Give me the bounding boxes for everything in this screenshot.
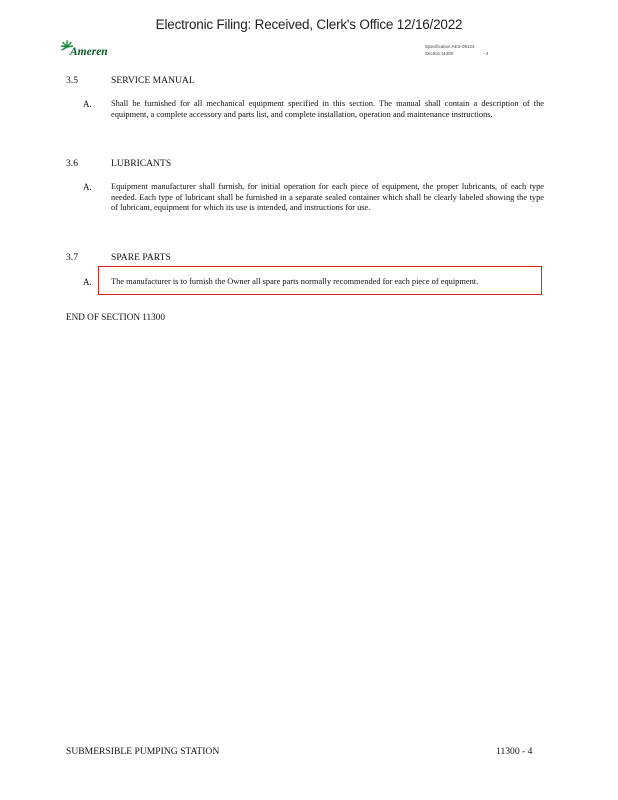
electronic-filing-stamp: Electronic Filing: Received, Clerk's Office 12/16/2022 xyxy=(155,17,463,32)
spec-page-ref: - 4 xyxy=(483,51,489,56)
section-number: 3.6 xyxy=(66,158,78,169)
spec-number: Specification AES-09123 xyxy=(425,44,475,49)
section-paragraph: Equipment manufacturer shall furnish, for initial operation for each piece of equipment, the proper lubricants, of each type needed. Each type of lubricant shall be furnished in a separate sealed container which shall be clearly labeled showing the type of lubricant, equipment for which its use is intended, and instructions for use. xyxy=(111,182,544,212)
section-number: 3.5 xyxy=(66,75,78,86)
section-paragraph: Shall be furnished for all mechanical equipment specified in this section. The manual shall contain a description of the equipment, a complete accessory and parts list, and complete installation, operation and maintenance instructions. xyxy=(111,99,544,119)
footer-title: SUBMERSIBLE PUMPING STATION xyxy=(66,746,220,757)
section-number: 3.7 xyxy=(66,252,78,263)
section-title: SERVICE MANUAL xyxy=(111,75,195,86)
item-letter: A. xyxy=(83,99,92,109)
company-logo xyxy=(60,40,120,62)
spec-section: Section 11300 xyxy=(425,51,454,56)
section-title: LUBRICANTS xyxy=(111,158,172,169)
section-title: SPARE PARTS xyxy=(111,252,171,263)
logo-wordmark: Ameren xyxy=(70,46,108,58)
item-letter: A. xyxy=(83,277,92,287)
footer-page-number: 11300 - 4 xyxy=(496,746,533,757)
spec-header xyxy=(425,43,489,57)
item-letter: A. xyxy=(83,182,92,192)
end-of-section: END OF SECTION 11300 xyxy=(66,312,165,322)
section-paragraph: The manufacturer is to furnish the Owner all spare parts normally recommended for each piece of equipment. xyxy=(111,277,479,286)
highlight-box xyxy=(98,266,542,295)
